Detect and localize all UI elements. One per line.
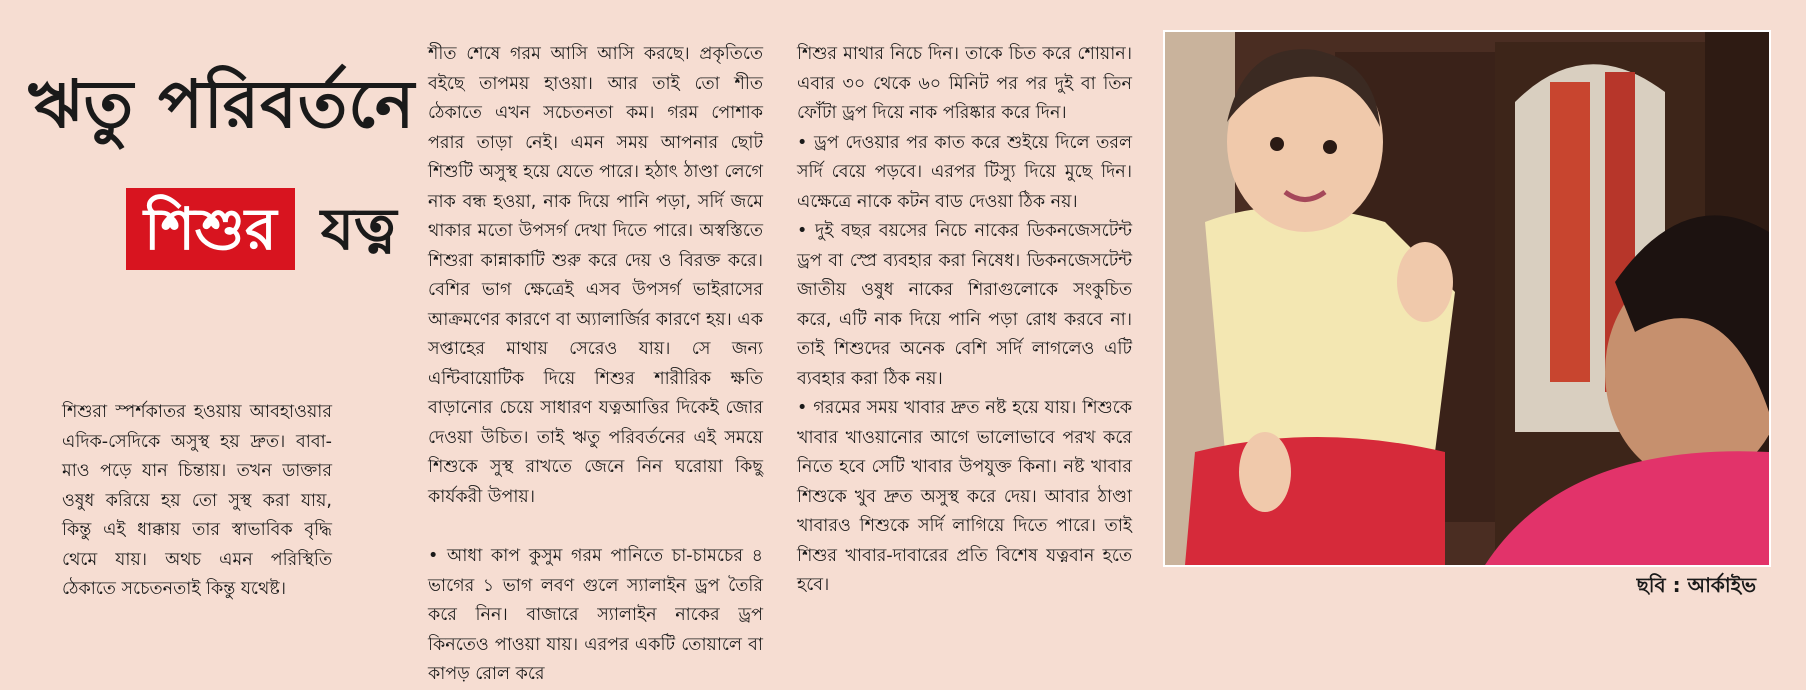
article-photo bbox=[1163, 30, 1771, 567]
column2-paragraph: শিশুর মাথার নিচে দিন। তাকে চিত করে শোয়ান। এবার ৩০ থেকে ৬০ মিনিট পর পর দুই বা তিন ফোঁটা ড্রপ দিয়ে নাক পরিষ্কার করে দিন। bbox=[797, 44, 1132, 123]
paragraph-spacer bbox=[428, 512, 763, 542]
column2-bullet: • দুই বছর বয়সের নিচে নাকের ডিকনজেসটেন্ট ড্রপ বা স্প্রে ব্যবহার করা নিষেধ। ডিকনজেসটেন্ট জাতীয় ওষুধ নাকের শিরাগুলোকে সংকুচিত করে, এটি নাক দিয়ে পানি পড়া রোধ করবে না। তাই শিশুদের অনেক বেশি সর্দি লাগলেও এটি ব্যবহার করা ঠিক নয়। bbox=[797, 221, 1132, 389]
headline-title: ঋতু পরিবর্তনে bbox=[28, 66, 416, 143]
headline-subtitle bbox=[126, 188, 397, 270]
article-column-2 bbox=[797, 40, 1132, 601]
column2-bullet: • ড্রপ দেওয়ার পর কাত করে শুইয়ে দিলে তরল সর্দি বেয়ে পড়বে। এরপর টিস্যু দিয়ে মুছে দিন। এক্ষেত্রে নাকে কটন বাড দেওয়া ঠিক নয়। bbox=[797, 132, 1132, 212]
baby-and-mother-illustration bbox=[1165, 32, 1769, 565]
article-column-1 bbox=[428, 40, 763, 690]
column2-bullet: • গরমের সময় খাবার দ্রুত নষ্ট হয়ে যায়। শিশুকে খাবার খাওয়ানোর আগে ভালোভাবে পরখ করে নিতে হবে সেটি খাবার উপযুক্ত কিনা। নষ্ট খাবার শিশুকে খুব দ্রুত অসুস্থ করে দেয়। আবার ঠাণ্ডা খাবারও শিশুকে সর্দি লাগিয়ে দিতে পারে। তাই শিশুর খাবার-দাবারের প্রতি বিশেষ যত্নবান হতে হবে। bbox=[797, 398, 1132, 595]
intro-paragraph bbox=[62, 398, 332, 605]
column1-bullet: • আধা কাপ কুসুম গরম পানিতে চা-চামচের ৪ ভাগের ১ ভাগ লবণ গুলে স্যালাইন ড্রপ তৈরি করে নিন। বাজারে স্যালাইন নাকের ড্রপ কিনতেও পাওয়া যায়। এরপর একটি তোয়ালে বা কাপড় রোল করে bbox=[428, 546, 763, 684]
intro-text: শিশুরা স্পর্শকাতর হওয়ায় আবহাওয়ার এদিক-সেদিকে অসুস্থ হয় দ্রুত। বাবা-মাও পড়ে যান চিন্তায়। তখন ডাক্তার ওষুধ করিয়ে হয় তো সুস্থ করা যায়, কিন্তু এই ধাক্কায় তার স্বাভাবিক বৃদ্ধি থেমে যায়। অথচ এমন পরিস্থিতি ঠেকাতে সচেতনতাই কিন্তু যথেষ্ট। bbox=[62, 402, 332, 599]
headline-badge: শিশুর bbox=[126, 188, 295, 270]
photo-caption: ছবি : আর্কাইভ bbox=[1636, 573, 1756, 597]
column1-paragraph: শীত শেষে গরম আসি আসি করছে। প্রকৃতিতে বইছে তাপময় হাওয়া। আর তাই তো শীত ঠেকাতে এখন সচেতনতা কম। গরম পোশাক পরার তাড়া নেই। এমন সময় আপনার ছোট শিশুটি অসুস্থ হয়ে যেতে পারে। হঠাৎ ঠাণ্ডা লেগে নাক বন্ধ হওয়া, নাক দিয়ে পানি পড়া, সর্দি জমে থাকার মতো উপসর্গ দেখা দিতে পারে। অস্বস্তিতে শিশুরা কান্নাকাটি শুরু করে দেয় ও বিরক্ত করে। বেশির ভাগ ক্ষেত্রেই এসব উপসর্গ ভাইরাসের আক্রমণের কারণে বা অ্যালার্জির কারণে হয়। এক সপ্তাহের মাথায় সেরেও যায়। সে জন্য এন্টিবায়োটিক দিয়ে শিশুর শারীরিক ক্ষতি বাড়ানোর চেয়ে সাধারণ যত্নআত্তির দিকেই জোর দেওয়া উচিত। তাই ঋতু পরিবর্তনের এই সময়ে শিশুকে সুস্থ রাখতে জেনে নিন ঘরোয়া কিছু কার্যকরী উপায়। bbox=[428, 44, 763, 507]
headline-rest: যত্ন bbox=[320, 195, 397, 263]
